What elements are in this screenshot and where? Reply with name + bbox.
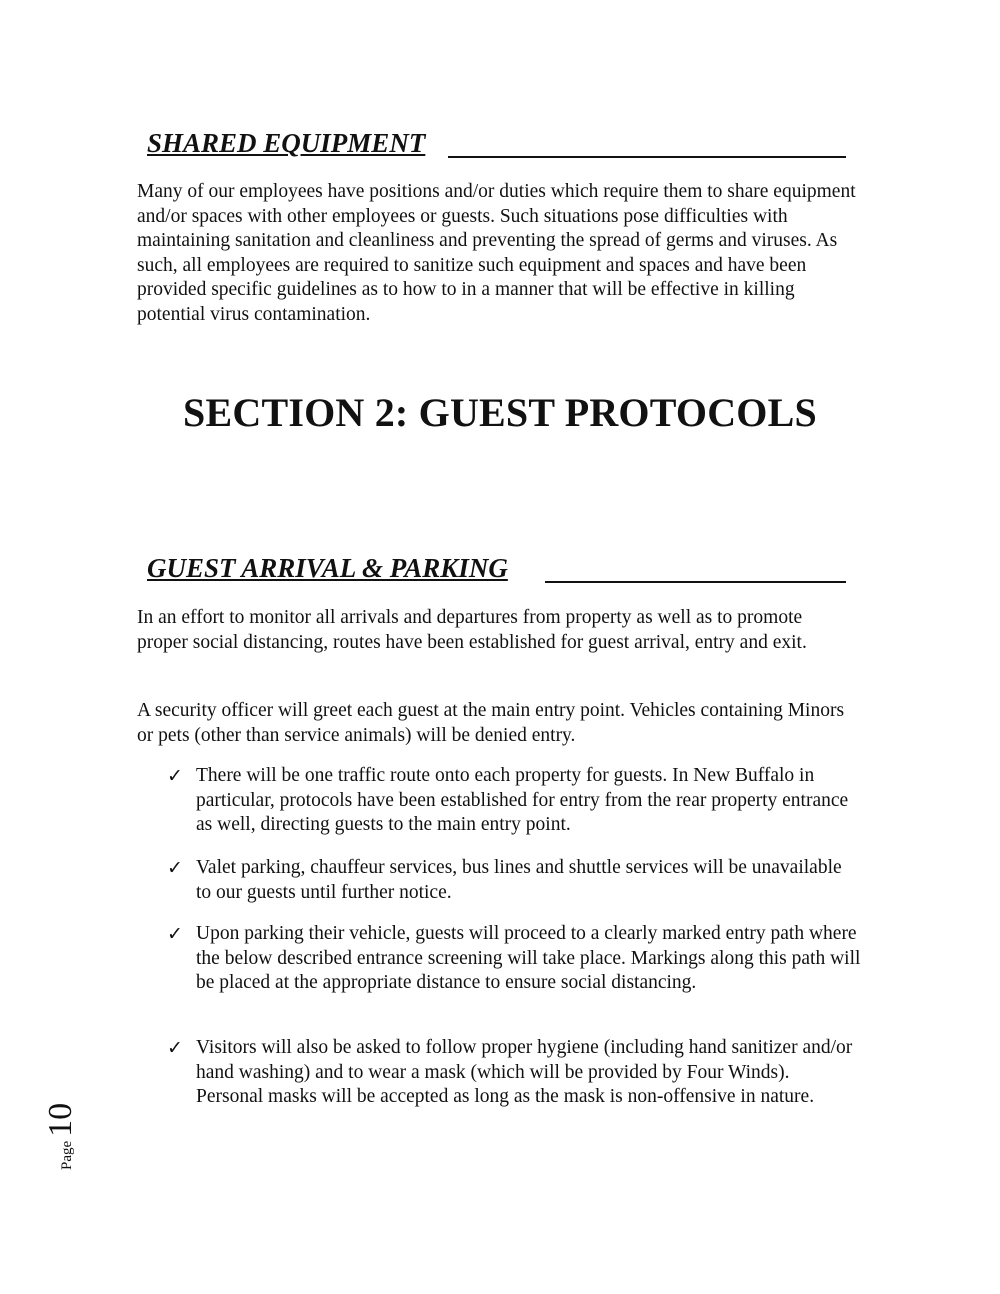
checkmark-icon: ✓ <box>167 1037 183 1059</box>
checkmark-icon: ✓ <box>167 923 183 945</box>
shared-equipment-paragraph: Many of our employees have positions and/or duties which require them to share equipment and/or spaces with other employees or guests. Such situations pose difficulties with maintaining sanitation and cleanliness and preventing the spread of germs and viruses. As such, all employees are required to sanitize such equipment and spaces and have been provided specific guidelines as to how to in a manner that will be effective in killing potential virus contamination. <box>137 181 856 325</box>
check-item-text: Visitors will also be asked to follow proper hygiene (including hand sanitizer and/or hand washing) and to wear a mask (which will be provided by Four Winds). Personal masks will be accepted as long as the mask is non-offensive in nature. <box>196 1037 853 1108</box>
check-item-text: Upon parking their vehicle, guests will proceed to a clearly marked entry path where the below described entrance screening will take place. Markings along this path will be placed at the appropriate distance to ensure social distancing. <box>196 923 861 994</box>
section-title: SECTION 2: GUEST PROTOCOLS <box>183 390 817 435</box>
guest-arrival-heading <box>147 553 847 583</box>
guest-arrival-paragraph-1: In an effort to monitor all arrivals and departures from property as well as to promote proper social distancing, routes have been established for guest arrival, entry and exit. <box>137 607 807 653</box>
shared-equipment-heading <box>147 128 847 158</box>
guest-arrival-paragraph-2: A security officer will greet each guest at the main entry point. Vehicles containing Minors or pets (other than service animals) will be denied entry. <box>137 700 845 746</box>
guest-arrival-heading-rule <box>545 581 846 583</box>
checkmark-icon: ✓ <box>167 857 183 879</box>
page-number-marker <box>42 1090 102 1170</box>
shared-equipment-heading-text: SHARED EQUIPMENT <box>147 128 426 158</box>
guest-arrival-heading-text: GUEST ARRIVAL & PARKING <box>147 553 508 583</box>
shared-equipment-heading-rule <box>448 156 846 158</box>
page-number: 10 <box>42 1102 79 1137</box>
check-item-text: Valet parking, chauffeur services, bus lines and shuttle services will be unavailable to our guests until further notice. <box>196 857 842 903</box>
check-item-text: There will be one traffic route onto each property for guests. In New Buffalo in particular, protocols have been established for entry from the rear property entrance as well, directing guests to the main entry point. <box>196 765 849 836</box>
page-label: Page <box>59 1140 75 1170</box>
checkmark-icon: ✓ <box>167 765 183 787</box>
